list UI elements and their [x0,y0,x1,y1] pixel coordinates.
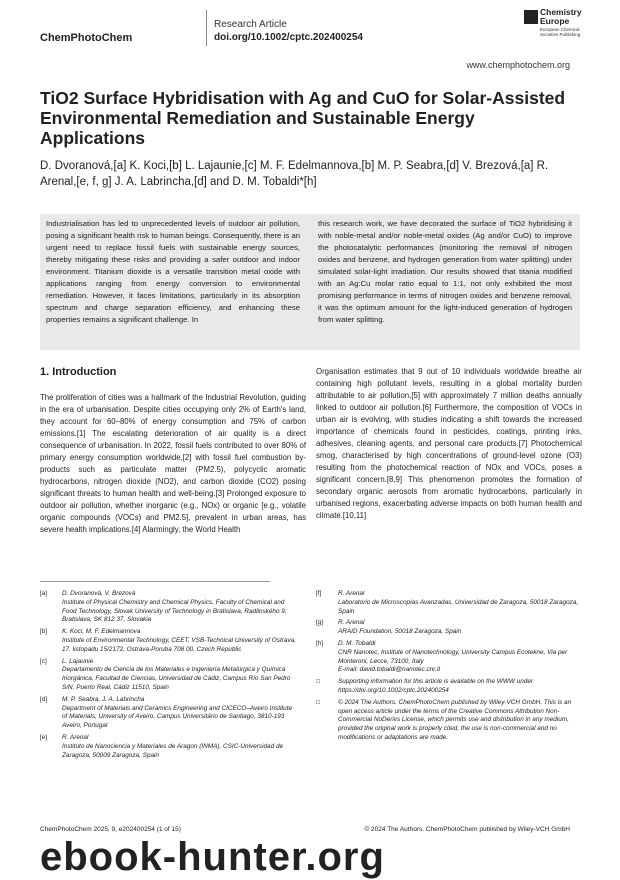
watermark: ebook-hunter.org [40,835,385,879]
abstract-left: Industrialisation has led to unprecedented levels of outdoor air pollution, posing a significant health risk to human beings. Consequently, there is an urgent need to replace fossil fuels with sustainable energy sources, thereby mitigating these risks and providing a safer outdoor and indoor environment. Titanium dioxide is a versatile transition metal oxide with applications ranging from energy conversion to environmental remediation. However, it faces limitations, particularly in its absorption spectrum and charge separation efficiency, and enhancing these properties remains a significant challenge. In [46,219,300,324]
affiliation-text: R. Arenal Laboratorio de Microscopias Avanzadas, Universidad de Zaragoza, 50018 Zaragoza, Spain [338,590,579,615]
affiliation-item [316,640,580,675]
abstract-box [40,214,580,350]
affiliations-right [316,590,580,746]
intro-paragraph: Organisation estimates that 9 out of 10 individuals worldwide breathe air containing high pollutant levels, resulting in a global mortality burden attributable to air pollution,[5] with approximately 7 million deaths annually linked to outdoor air pollution.[6] Furthermore, the composition of VOCs in urban air is evolving, with studies indicating a shift towards the increased importance of chemicals found in pesticides, coatings, printing inks, adhesives, cleaning agents, and personal care products.[7] Photochemical smog, characterised by high concentrations of ground-level ozone (O3) resulting from the photochemical reaction of NOx and VOCs, poses a significant concern.[8,9] This phenomenon promotes the formation of secondary organic aerosols from aromatic hydrocarbons, particularly in urbanised regions, exacerbating adverse impacts on both human health and climate.[10,11] [316,367,582,520]
affiliation-label: [c] [40,657,47,665]
affiliation-text: M. P. Seabra, J. A. Labrincha Department of Materials and Ceramics Engineering and CICECO–Aveiro Institute of Materials, University of Aveiro, Campus Universitário de Santiago, 3810-193 Aveiro, Portugal [62,695,293,730]
intro-left-column [40,392,306,536]
affiliation-item [40,628,298,654]
affiliation-item [316,678,580,696]
article-type: Research Article [214,19,287,30]
affiliation-text: D. M. Tobaldi CNR Nanotec, Institute of Nanotechnology, University Campus Ecotekne, Via per Monteroni, Lecce, 73100, Italy E-mail: david.tobaldi@nanotec.cnr.it [338,639,568,674]
affiliation-text: L. Lajaunie Departamento de Ciencia de los Materiales e Ingeniería Metalúrgica y Química Inorgánica, Facultad de Ciencias, Universidad de Cádiz, Campus Río San Pedro S/N, Puerto Real, Cádiz 11510, Spain [62,657,291,691]
affiliation-item [316,619,580,637]
author-list: D. Dvoranová,[a] K. Koci,[b] L. Lajaunie,[c] M. F. Edelmannova,[b] M. P. Seabra,[d] V. Brezová,[a] R. Arenal,[e, f, g] J. A. Labrincha,[d] and D. M. Tobaldi*[h] [40,160,549,188]
affiliation-text: D. Dvoranová, V. Brezová Institute of Physical Chemistry and Chemical Physics, Faculty of Chemical and Food Technology, Slovak University of Technology in Bratislava, Radlinského 9, Bratislava, SK 812 37, Slovakia [62,590,287,624]
affiliation-text: R. Arenal ARAID Foundation, 50018 Zaragoza, Spain [338,619,462,636]
affiliations-left [40,590,298,763]
footnote-divider [40,581,270,582]
affiliation-label: [a] [40,590,48,597]
affiliation-label: □ [316,698,320,706]
affiliation-label: [f] [316,590,322,597]
affiliation-label: [e] [40,733,48,741]
affiliation-item [316,699,580,743]
affiliation-text: K. Koci, M. F. Edelmannova Institute of Environmental Technology, CEET, VSB-Technical University of Ostrava, 17. listopadu 15/2172, Ostrava-Poruba 708 00, Czech Republic [62,628,296,653]
affiliation-item [316,590,580,616]
affiliation-text: R. Arenal Instituto de Nanociencia y Materiales de Aragon (INMA), CSIC-Universidad de Zaragoza, 50009 Zaragoza, Spain [62,733,284,759]
article-title: TiO2 Surface Hybridisation with Ag and CuO for Solar-Assisted Environmental Remediation and Sustainable Energy Applications [40,88,566,148]
header-divider [206,10,207,46]
abstract-right: this research work, we have decorated the surface of TiO2 hybridising it with noble-metal and/or noble-metal oxides (Ag and/or CuO) to improve the photocatalytic performances (monitoring the removal of nitrogen oxides and benzene, and hydrogen generation from water splitting) under simulated solar-light irradiation. Our results showed that titania modified with an Ag:Cu molar ratio equal to 1:1, not only exhibited the most promising performance in terms of nitrogen oxides and benzene removal, it was the optimum amount for the light-induced generation of hydrogen from water splitting. [318,219,572,324]
publisher-subtitle: European Chemical Societies Publishing [540,27,581,37]
affiliation-label: [b] [40,628,48,636]
footer-citation: ChemPhotoChem 2025, 9, e202400254 (1 of 15) [40,826,181,833]
affiliation-text: © 2024 The Authors. ChemPhotoChem published by Wiley-VCH GmbH. This is an open access article under the terms of the Creative Commons Attribution Non-Commercial NoDerivs License, which permits use and distribution in any medium, provided the original work is properly cited, the use is non-commercial and no modifications or adaptations are made. [338,698,572,741]
journal-name: ChemPhotoChem [40,32,133,44]
intro-right-column [316,366,582,522]
affiliation-item [40,734,298,760]
affiliation-item [40,590,298,625]
publisher-logo-text: Chemistry Europe [540,7,582,26]
affiliation-label: [d] [40,695,48,703]
intro-paragraph: The proliferation of cities was a hallmark of the Industrial Revolution, guiding in the era of urbanisation. Despite cities occupying only 2% of Earth's land, they account for 60–80% of energy consumption and 75% of carbon emissions.[1] The escalating deterioration of air quality is a direct consequence of urbanisation. In 2022, fossil fuels contributed to over 80% of primary energy consumption worldwide,[2] with fossil fuel combustion by-products such as particulate matter (PM2.5), polycyclic aromatic hydrocarbons, nitrogen dioxide (NO2), and carbon dioxide (CO2) posing significant threats to human health and well-being.[3] Prolonged exposure to outdoor air pollution, whether inorganic (e.g., NOx) or organic [e.g., volatile organic compounds (VOCs) and PM2.5], prevalent in urban areas, has severe health implications.[4] Alarmingly, the World Health [40,393,306,534]
affiliation-label: [g] [316,619,324,627]
footer-copyright: © 2024 The Authors. ChemPhotoChem published by Wiley-VCH GmbH [364,826,570,833]
section-heading: 1. Introduction [40,366,117,378]
affiliation-label: □ [316,678,320,686]
doi-link[interactable]: doi.org/10.1002/cptc.202400254 [214,32,363,43]
affiliation-item [40,696,298,731]
affiliation-label: [h] [316,639,324,647]
affiliation-text: Supporting information for this article is available on the WWW under https://doi.org/10.1002/cptc.202400254 [338,678,534,694]
publisher-logo-icon [524,10,538,24]
journal-website[interactable]: www.chemphotochem.org [466,60,570,70]
affiliation-item [40,658,298,693]
